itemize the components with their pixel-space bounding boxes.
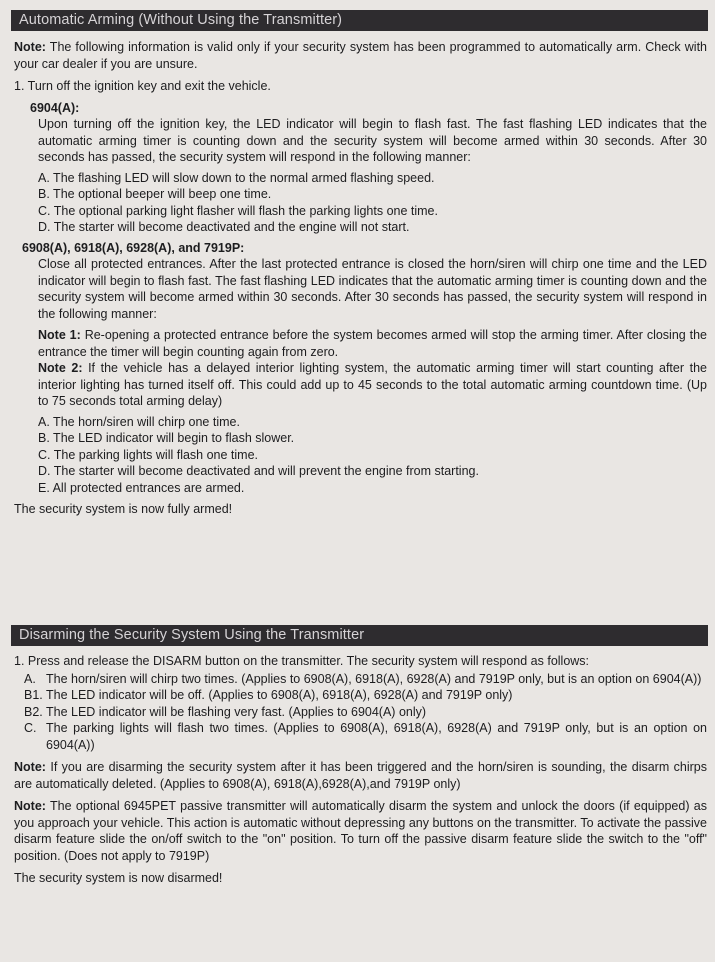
disarm-response-list xyxy=(14,671,707,754)
section-automatic-arming-body xyxy=(14,39,707,518)
model-6904-list xyxy=(38,170,707,236)
model-6904-text: Upon turning off the ignition key, the LED indicator will begin to flash fast. The fast flashing LED indicates that the automatic arming timer is counting down and the security system will become armed within 30 seconds. After 30 seconds has passed, the security system will respond in the following manner: xyxy=(38,117,707,164)
list-item xyxy=(24,720,707,753)
list-item: D. The starter will become deactivated and will prevent the engine from starting. xyxy=(38,464,479,478)
note-text: The optional 6945PET passive transmitter will automatically disarm the system and unlock the doors (if equipped) as you approach your vehicle. This action is automatic without depressing any buttons on the transmitter. To activate the passive disarm feature slide the on/off switch to the "on" position. To turn off the passive disarm feature slide the switch to the "off" position. (Does not apply to 7919P) xyxy=(14,799,707,863)
list-item-label: C. xyxy=(24,721,37,735)
note-text: The following information is valid only if your security system has been programmed to automatically arm. Check with your car dealer if you are unsure. xyxy=(14,40,707,71)
list-item xyxy=(24,671,707,688)
note-label: Note: xyxy=(14,40,46,54)
disarm-step-1: 1. Press and release the DISARM button on the transmitter. The security system will respond as follows: xyxy=(14,654,590,668)
list-item: C. The parking lights will flash one time. xyxy=(38,447,259,462)
list-item-text: The horn/siren will chirp two times. (Applies to 6908(A), 6918(A), 6928(A) and 7919P only, but is an option on 6904(A)) xyxy=(46,671,702,686)
note-disarm-triggered xyxy=(14,759,707,792)
note-automatic-arming xyxy=(14,39,707,72)
list-item-text: The parking lights will flash two times. (Applies to 6908(A), 6918(A), 6928(A) and 7919P only, but is an option on 6904(A)) xyxy=(46,721,707,752)
section-header-automatic-arming: Automatic Arming (Without Using the Transmitter) xyxy=(11,10,708,31)
section-header-disarming: Disarming the Security System Using the Transmitter xyxy=(11,625,708,646)
model-6904-heading: 6904(A): xyxy=(30,100,80,115)
list-item: A. The horn/siren will chirp one time. xyxy=(38,414,240,429)
list-item: B. The optional beeper will beep one time. xyxy=(38,187,272,201)
disarmed-closing-line: The security system is now disarmed! xyxy=(14,871,223,885)
list-item: E. All protected entrances are armed. xyxy=(38,480,245,495)
model-6904-block xyxy=(14,100,707,236)
note-1-text: Re-opening a protected entrance before the system becomes armed will stop the arming timer. After closing the entrance the timer will begin counting again from zero. xyxy=(38,328,707,359)
section-disarming-body xyxy=(14,653,707,887)
list-item xyxy=(24,687,707,704)
list-item xyxy=(24,704,707,721)
model-6908-list xyxy=(38,414,707,497)
list-item-text: The LED indicator will be flashing very fast. (Applies to 6904(A) only) xyxy=(46,704,427,719)
model-6908-block xyxy=(14,240,707,497)
model-6908-text: Close all protected entrances. After the last protected entrance is closed the horn/siren will chirp one time and the LED indicator will begin to flash fast. The fast flashing LED indicates that the automatic arming timer is counting down and the security system will become armed within 30 seconds. After 30 seconds has passed, the security system will respond in the following manner: xyxy=(38,257,707,321)
list-item: C. The optional parking light flasher will flash the parking lights one time. xyxy=(38,203,438,218)
list-item-text: The LED indicator will be off. (Applies to 6908(A), 6918(A), 6928(A) and 7919P only) xyxy=(46,688,513,702)
list-item-label: A. xyxy=(24,671,36,686)
armed-closing-line: The security system is now fully armed! xyxy=(14,502,233,516)
note-1 xyxy=(38,327,707,360)
note-text: If you are disarming the security system after it has been triggered and the horn/siren is sounding, the disarm chirps are automatically deleted. (Applies to 6908(A), 6918(A),6928(A),and 7919P only) xyxy=(14,760,707,791)
note-label: Note: xyxy=(14,799,46,813)
note-1-label: Note 1: xyxy=(38,328,81,342)
note-passive-transmitter xyxy=(14,798,707,864)
step-1: 1. Turn off the ignition key and exit the vehicle. xyxy=(14,79,271,93)
list-item-label: B1. xyxy=(24,688,43,702)
note-2 xyxy=(38,360,707,410)
list-item: D. The starter will become deactivated and the engine will not start. xyxy=(38,220,410,234)
list-item: B. The LED indicator will begin to flash slower. xyxy=(38,431,295,445)
model-6908-heading: 6908(A), 6918(A), 6928(A), and 7919P: xyxy=(22,240,245,255)
note-label: Note: xyxy=(14,760,46,774)
list-item: A. The flashing LED will slow down to the normal armed flashing speed. xyxy=(38,170,435,185)
note-2-text: If the vehicle has a delayed interior lighting system, the automatic arming timer will start counting after the interior lighting has turned itself off. This could add up to 45 seconds to the total automatic arming countdown time. (Up to 75 seconds total arming delay) xyxy=(38,361,707,408)
list-item-label: B2. xyxy=(24,704,43,719)
note-2-label: Note 2: xyxy=(38,361,83,375)
